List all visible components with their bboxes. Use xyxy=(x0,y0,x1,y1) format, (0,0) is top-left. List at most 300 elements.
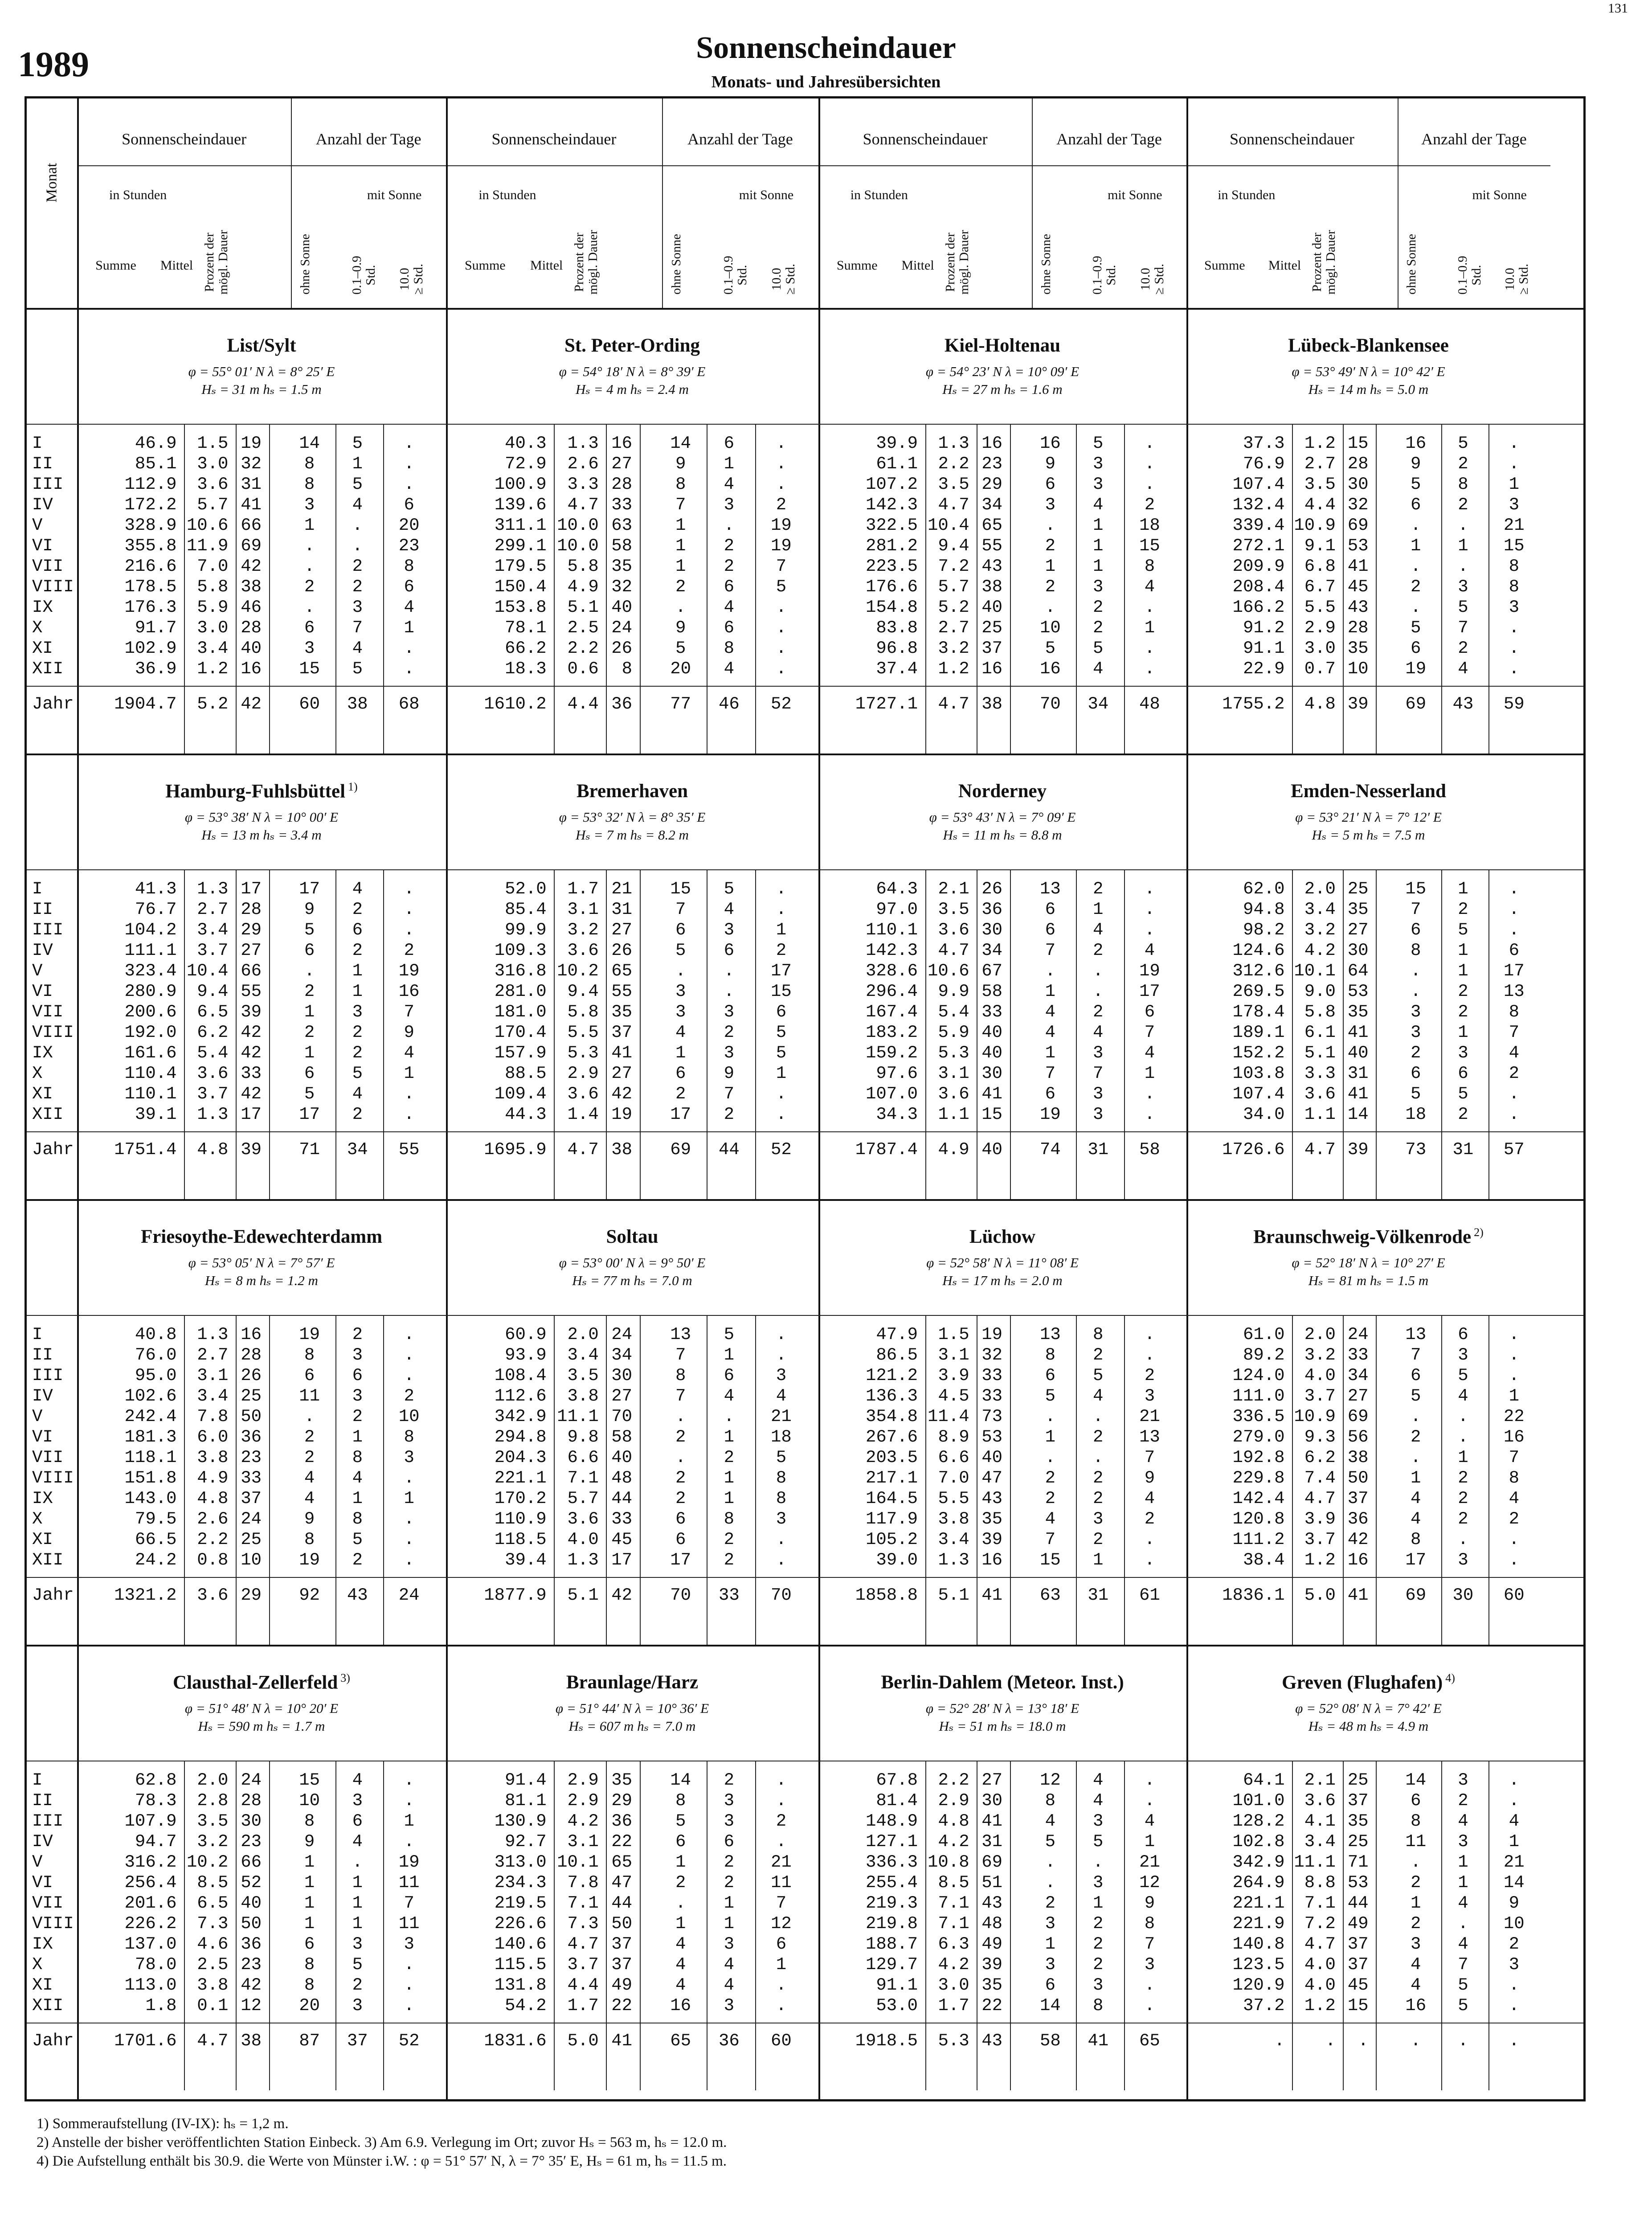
year-cell: 4.7 xyxy=(567,1140,599,1159)
data-cell: 7 xyxy=(1144,1934,1155,1954)
data-cell: 69 xyxy=(981,1852,1002,1872)
data-cell: 3 xyxy=(1093,1043,1104,1063)
data-cell: 2 xyxy=(352,1975,363,1995)
year-cell: 4.8 xyxy=(1304,694,1336,714)
data-cell: 3 xyxy=(1045,1914,1056,1933)
year-cell: 1831.6 xyxy=(484,2031,547,2051)
data-cell: 16 xyxy=(981,1550,1002,1570)
data-cell: 32 xyxy=(611,577,632,597)
data-cell: 19 xyxy=(1039,1105,1061,1124)
range-low-header: 0.1–0.9 Std. xyxy=(1455,256,1484,295)
data-cell: 1 xyxy=(404,1811,414,1831)
data-cell: . xyxy=(404,1791,414,1810)
data-cell: . xyxy=(776,1530,787,1549)
data-cell: 25 xyxy=(1347,1770,1369,1790)
data-cell: . xyxy=(1509,1530,1519,1549)
station-elevation: Hₛ = 13 m hₛ = 3.4 m xyxy=(201,827,322,843)
footnote: 1) Sommeraufstellung (IV-IX): hₛ = 1,2 m. xyxy=(37,2116,289,2132)
data-cell: 25 xyxy=(1347,1832,1369,1851)
data-cell: 14 xyxy=(1347,1105,1369,1124)
data-cell: 3 xyxy=(404,1934,414,1954)
header-divider xyxy=(446,165,662,166)
data-cell: 157.9 xyxy=(494,1043,547,1063)
data-cell: 7.1 xyxy=(567,1893,599,1913)
data-cell: 4 xyxy=(404,1043,414,1063)
month-label: VII xyxy=(32,1893,64,1913)
data-cell: 25 xyxy=(1347,879,1369,899)
prozent-header: Prozent der mögl. Dauer xyxy=(943,230,971,295)
data-cell: 3.0 xyxy=(938,1975,969,1995)
data-cell: . xyxy=(1144,1996,1155,2015)
data-cell: 49 xyxy=(611,1975,632,1995)
column-divider xyxy=(1292,869,1293,1199)
data-cell: 76.0 xyxy=(135,1345,177,1365)
station-name: Clausthal-Zellerfeld $^{3)}$ xyxy=(173,1671,350,1693)
data-cell: 66.2 xyxy=(505,639,547,658)
data-cell: 1 xyxy=(724,1427,735,1447)
data-cell: 1.3 xyxy=(197,1325,229,1344)
data-cell: 1 xyxy=(675,536,686,556)
data-cell: 221.1 xyxy=(1232,1893,1285,1913)
data-cell: 1 xyxy=(776,1955,787,1974)
data-cell: 223.5 xyxy=(865,557,918,576)
data-cell: 2 xyxy=(352,900,363,919)
data-cell: 35 xyxy=(1347,1811,1369,1831)
data-cell: . xyxy=(1045,961,1056,981)
column-divider xyxy=(335,424,336,754)
data-cell: 3 xyxy=(724,1043,735,1063)
data-cell: 8 xyxy=(776,1489,787,1508)
data-cell: 7 xyxy=(1458,1955,1468,1974)
data-cell: 4 xyxy=(1458,659,1468,679)
year-cell: 1610.2 xyxy=(484,694,547,714)
data-cell: 9 xyxy=(404,1023,414,1042)
data-cell: 3.6 xyxy=(938,920,969,940)
station-elevation: Hₛ = 11 m hₛ = 8.8 m xyxy=(943,827,1062,843)
data-cell: 81.4 xyxy=(876,1791,918,1810)
data-cell: 3 xyxy=(1093,1509,1104,1529)
data-cell: 7 xyxy=(1144,1023,1155,1042)
data-cell: 112.6 xyxy=(494,1386,547,1406)
data-cell: 4 xyxy=(352,1832,363,1851)
data-cell: 37 xyxy=(611,1934,632,1954)
data-cell: 30 xyxy=(611,1366,632,1385)
data-cell: 3 xyxy=(776,1366,787,1385)
data-cell: 36 xyxy=(241,1934,262,1954)
data-cell: 10 xyxy=(1039,618,1061,638)
summe-header: Summe xyxy=(1204,258,1245,273)
data-cell: 6 xyxy=(724,577,735,597)
data-cell: 10 xyxy=(241,1550,262,1570)
year-cell: 1787.4 xyxy=(855,1140,918,1159)
prozent-header: Prozent der mögl. Dauer xyxy=(202,230,230,295)
data-cell: 15 xyxy=(981,1105,1002,1124)
data-cell: 3 xyxy=(1458,1345,1468,1365)
data-cell: 120.9 xyxy=(1232,1975,1285,1995)
data-cell: 178.5 xyxy=(124,577,177,597)
data-cell: 130.9 xyxy=(494,1811,547,1831)
data-cell: 3.2 xyxy=(1304,1345,1336,1365)
station-coordinates: φ = 53° 43′ N λ = 7° 09′ E xyxy=(929,809,1076,825)
data-cell: 3.2 xyxy=(938,639,969,658)
data-cell: 7 xyxy=(776,557,787,576)
data-cell: 8 xyxy=(675,1366,686,1385)
mit-sonne-header: mit Sonne xyxy=(367,188,422,202)
data-cell: 336.5 xyxy=(1232,1407,1285,1426)
year-row-divider xyxy=(27,1131,1583,1132)
page-number: 131 xyxy=(1608,1,1628,16)
station-name: Braunschweig-Völkenrode $^{2)}$ xyxy=(1253,1226,1484,1248)
data-cell: 22 xyxy=(981,1996,1002,2015)
data-cell: 1 xyxy=(1458,1448,1468,1467)
data-cell: 4 xyxy=(1144,577,1155,597)
data-cell: 2.2 xyxy=(197,1530,229,1549)
data-cell: 2 xyxy=(776,495,787,515)
data-cell: 107.4 xyxy=(1232,475,1285,494)
data-cell: . xyxy=(1144,1345,1155,1365)
data-cell: . xyxy=(1458,1914,1468,1933)
data-cell: 29 xyxy=(241,920,262,940)
data-cell: 24.2 xyxy=(135,1550,177,1570)
data-cell: 8 xyxy=(1509,1468,1519,1488)
data-cell: 3.4 xyxy=(197,920,229,940)
year-cell: 43 xyxy=(347,1585,368,1605)
data-cell: 2 xyxy=(724,1550,735,1570)
data-cell: . xyxy=(304,598,315,617)
data-cell: 6.3 xyxy=(938,1934,969,1954)
year-cell: 1858.8 xyxy=(855,1585,918,1605)
data-cell: 3.6 xyxy=(567,1509,599,1529)
data-cell: . xyxy=(1144,879,1155,899)
data-cell: 5.3 xyxy=(938,1043,969,1063)
data-cell: 152.2 xyxy=(1232,1043,1285,1063)
data-cell: 4 xyxy=(352,1468,363,1488)
station-coordinates: φ = 52° 58′ N λ = 11° 08′ E xyxy=(926,1255,1079,1270)
year-cell: 36 xyxy=(611,694,632,714)
data-cell: 5 xyxy=(352,434,363,453)
data-cell: 21 xyxy=(1503,1852,1525,1872)
data-cell: 107.0 xyxy=(865,1084,918,1104)
data-cell: 71 xyxy=(1347,1852,1369,1872)
data-cell: 33 xyxy=(981,1386,1002,1406)
prozent-header: Prozent der mögl. Dauer xyxy=(1309,230,1338,295)
data-cell: . xyxy=(1045,1407,1056,1426)
data-cell: 8 xyxy=(1411,1811,1421,1831)
data-cell: 33 xyxy=(1347,1345,1369,1365)
data-cell: 179.5 xyxy=(494,557,547,576)
data-cell: 313.0 xyxy=(494,1852,547,1872)
data-cell: 47 xyxy=(611,1873,632,1892)
data-cell: 1.3 xyxy=(938,434,969,453)
year-cell: 3.6 xyxy=(197,1585,229,1605)
data-cell: 55 xyxy=(611,982,632,1001)
data-cell: . xyxy=(1144,475,1155,494)
column-divider xyxy=(554,1761,555,2090)
data-cell: 323.4 xyxy=(124,961,177,981)
band-header-divider xyxy=(27,869,1583,870)
data-cell: 5.8 xyxy=(197,577,229,597)
column-divider xyxy=(383,1315,384,1645)
data-cell: 10.4 xyxy=(186,961,229,981)
station-name: Braunlage/Harz xyxy=(566,1672,699,1693)
mittel-header: Mittel xyxy=(1268,258,1301,273)
data-cell: 6 xyxy=(352,920,363,940)
data-cell: 2.7 xyxy=(197,1345,229,1365)
anzahl-der-tage-header: Anzahl der Tage xyxy=(315,130,421,148)
data-cell: . xyxy=(404,879,414,899)
data-cell: . xyxy=(1144,454,1155,474)
data-cell: 2 xyxy=(724,1448,735,1467)
data-cell: 49 xyxy=(1347,1914,1369,1933)
column-divider xyxy=(1343,869,1344,1199)
data-cell: 6 xyxy=(675,920,686,940)
data-cell: 1 xyxy=(675,516,686,535)
month-label: XI xyxy=(32,1084,53,1104)
data-cell: 1 xyxy=(304,1002,315,1022)
data-cell: 7.3 xyxy=(197,1914,229,1933)
data-cell: 29 xyxy=(981,475,1002,494)
year-cell: 55 xyxy=(398,1140,420,1159)
data-cell: 31 xyxy=(611,900,632,919)
data-cell: 17 xyxy=(241,879,262,899)
data-cell: 3.0 xyxy=(197,454,229,474)
data-cell: 21 xyxy=(1503,516,1525,535)
data-cell: 2 xyxy=(404,1386,414,1406)
data-cell: 4.6 xyxy=(197,1934,229,1954)
data-cell: 189.1 xyxy=(1232,1023,1285,1042)
data-cell: 153.8 xyxy=(494,598,547,617)
data-cell: . xyxy=(1045,1448,1056,1467)
data-cell: 183.2 xyxy=(865,1023,918,1042)
station-coordinates: φ = 53° 21′ N λ = 7° 12′ E xyxy=(1295,809,1442,825)
data-cell: . xyxy=(404,1105,414,1124)
data-cell: 7 xyxy=(1411,900,1421,919)
data-cell: . xyxy=(1144,659,1155,679)
data-cell: 294.8 xyxy=(494,1427,547,1447)
header-divider xyxy=(818,165,1032,166)
data-cell: 2.7 xyxy=(197,900,229,919)
data-cell: 9.9 xyxy=(938,982,969,1001)
year-cell: 39 xyxy=(1347,1140,1369,1159)
data-cell: 1.3 xyxy=(197,1105,229,1124)
data-cell: 4 xyxy=(1144,1489,1155,1508)
data-cell: 7 xyxy=(724,1084,735,1104)
data-cell: 4 xyxy=(1411,1955,1421,1974)
data-cell: 6 xyxy=(304,1064,315,1083)
data-cell: . xyxy=(1144,639,1155,658)
column-divider xyxy=(269,1315,270,1645)
data-cell: 6 xyxy=(1411,495,1421,515)
data-cell: 11 xyxy=(398,1914,420,1933)
year-cell: 34 xyxy=(1088,694,1109,714)
station-elevation: Hₛ = 4 m hₛ = 2.4 m xyxy=(576,381,689,397)
data-cell: 9.3 xyxy=(1304,1427,1336,1447)
data-cell: 1 xyxy=(404,1489,414,1508)
year-label: Jahr xyxy=(32,694,74,714)
data-cell: . xyxy=(1509,1550,1519,1570)
data-cell: 3 xyxy=(1509,495,1519,515)
data-cell: 6 xyxy=(304,1366,315,1385)
data-cell: 26 xyxy=(611,941,632,960)
data-cell: 354.8 xyxy=(865,1407,918,1426)
data-cell: 4 xyxy=(675,1975,686,1995)
header-divider xyxy=(77,165,291,166)
anzahl-der-tage-header: Anzahl der Tage xyxy=(1056,130,1162,148)
data-cell: 5.1 xyxy=(567,598,599,617)
data-cell: 342.9 xyxy=(1232,1852,1285,1872)
year-cell: 33 xyxy=(718,1585,740,1605)
data-cell: 3 xyxy=(1093,475,1104,494)
month-label: XI xyxy=(32,1530,53,1549)
month-label: VIII xyxy=(32,1914,74,1933)
data-cell: 4 xyxy=(1458,1934,1468,1954)
data-cell: 3 xyxy=(1093,454,1104,474)
data-cell: 4 xyxy=(675,1934,686,1954)
data-cell: 6 xyxy=(675,1509,686,1529)
data-cell: 2.0 xyxy=(1304,1325,1336,1344)
data-cell: 1 xyxy=(304,516,315,535)
data-cell: 53 xyxy=(1347,982,1369,1001)
band-divider xyxy=(27,1199,1583,1201)
data-cell: 255.4 xyxy=(865,1873,918,1892)
data-cell: 3 xyxy=(776,1509,787,1529)
data-cell: . xyxy=(776,1105,787,1124)
year-cell: 69 xyxy=(670,1140,691,1159)
data-cell: 2 xyxy=(1144,495,1155,515)
data-cell: . xyxy=(1509,900,1519,919)
data-cell: 3.8 xyxy=(567,1386,599,1406)
data-cell: 3 xyxy=(352,1934,363,1954)
data-cell: 37 xyxy=(1347,1955,1369,1974)
data-cell: 18 xyxy=(1139,516,1160,535)
month-label: VIII xyxy=(32,577,74,597)
data-cell: 131.8 xyxy=(494,1975,547,1995)
data-cell: 279.0 xyxy=(1232,1427,1285,1447)
data-cell: 6 xyxy=(1045,1366,1056,1385)
data-cell: 3.6 xyxy=(1304,1084,1336,1104)
data-cell: 2.0 xyxy=(567,1325,599,1344)
data-cell: 4 xyxy=(1144,1811,1155,1831)
data-cell: 4 xyxy=(1045,1509,1056,1529)
data-cell: 281.2 xyxy=(865,536,918,556)
data-cell: 5 xyxy=(1411,1084,1421,1104)
data-cell: 5.1 xyxy=(1304,1043,1336,1063)
data-cell: 4 xyxy=(1093,920,1104,940)
data-cell: 1 xyxy=(404,1064,414,1083)
data-cell: 8 xyxy=(1411,941,1421,960)
data-cell: 1 xyxy=(304,1873,315,1892)
data-cell: . xyxy=(404,1325,414,1344)
data-cell: 4 xyxy=(1045,1023,1056,1042)
data-cell: 21 xyxy=(611,879,632,899)
data-cell: 10.1 xyxy=(557,1852,599,1872)
data-cell: . xyxy=(1509,434,1519,453)
data-cell: 26 xyxy=(981,879,1002,899)
data-cell: 69 xyxy=(1347,516,1369,535)
data-cell: . xyxy=(1093,1448,1104,1467)
header-divider xyxy=(1032,98,1033,308)
year-cell: 29 xyxy=(241,1585,262,1605)
data-cell: 28 xyxy=(241,900,262,919)
data-cell: 1.8 xyxy=(145,1996,177,2015)
range-high-header: 10.0 ≥ Std. xyxy=(1138,263,1166,295)
data-cell: 9.4 xyxy=(567,982,599,1001)
data-cell: . xyxy=(1458,1530,1468,1549)
data-cell: 132.4 xyxy=(1232,495,1285,515)
station-elevation: Hₛ = 77 m hₛ = 7.0 m xyxy=(572,1273,692,1288)
data-cell: . xyxy=(1093,961,1104,981)
year-cell: 1755.2 xyxy=(1222,694,1285,714)
data-cell: 41 xyxy=(1347,1084,1369,1104)
data-cell: 61.0 xyxy=(1243,1325,1285,1344)
data-cell: 4 xyxy=(776,1386,787,1406)
data-cell: 5 xyxy=(1045,1386,1056,1406)
data-cell: 37 xyxy=(1347,1791,1369,1810)
column-divider xyxy=(1488,869,1489,1199)
summe-header: Summe xyxy=(836,258,878,273)
data-cell: . xyxy=(776,1770,787,1790)
footnote: 4) Die Aufstellung enthält bis 30.9. die Werte von Münster i.W. : φ = 51° 57′ N, λ = 7° 35′ E, Hₛ = 61 m, hₛ = 11.5 m. xyxy=(37,2153,727,2169)
data-cell: 36 xyxy=(1347,1509,1369,1529)
data-cell: 53 xyxy=(981,1427,1002,1447)
data-cell: . xyxy=(404,1955,414,1974)
data-cell: 2.5 xyxy=(567,618,599,638)
data-cell: 25 xyxy=(241,1530,262,1549)
data-cell: 1.2 xyxy=(197,659,229,679)
data-cell: 9.0 xyxy=(1304,982,1336,1001)
data-cell: 2 xyxy=(675,1084,686,1104)
data-cell: 3 xyxy=(352,1996,363,2015)
data-cell: 38.4 xyxy=(1243,1550,1285,1570)
data-cell: 97.0 xyxy=(876,900,918,919)
data-cell: 0.6 xyxy=(567,659,599,679)
data-cell: 3 xyxy=(1458,1832,1468,1851)
data-cell: 48 xyxy=(981,1914,1002,1933)
month-label: X xyxy=(32,618,43,638)
data-cell: 35 xyxy=(611,1770,632,1790)
range-high-header: 10.0 ≥ Std. xyxy=(1502,263,1531,295)
data-cell: 2 xyxy=(675,1468,686,1488)
data-cell: 30 xyxy=(981,1791,1002,1810)
month-label: VI xyxy=(32,1873,53,1892)
data-cell: 2 xyxy=(724,1873,735,1892)
station-elevation: Hₛ = 81 m hₛ = 1.5 m xyxy=(1308,1273,1429,1288)
data-cell: . xyxy=(352,536,363,556)
data-cell: 1 xyxy=(675,557,686,576)
data-cell: 15 xyxy=(299,659,320,679)
column-divider xyxy=(640,869,641,1199)
data-cell: 8 xyxy=(304,1811,315,1831)
data-cell: 5 xyxy=(1458,598,1468,617)
header-divider xyxy=(662,165,818,166)
data-cell: 1 xyxy=(1093,536,1104,556)
data-cell: 1 xyxy=(1045,1934,1056,1954)
data-cell: 2.9 xyxy=(567,1791,599,1810)
data-cell: 17 xyxy=(1503,961,1525,981)
data-cell: . xyxy=(776,1791,787,1810)
data-cell: 9 xyxy=(1045,454,1056,474)
data-cell: 2 xyxy=(304,1023,315,1042)
data-cell: 6.0 xyxy=(197,1427,229,1447)
data-cell: 17 xyxy=(670,1105,691,1124)
data-cell: 18 xyxy=(1405,1105,1427,1124)
data-cell: . xyxy=(1509,1791,1519,1810)
data-cell: 23 xyxy=(398,536,420,556)
year-cell: 4.7 xyxy=(938,694,969,714)
data-cell: . xyxy=(1411,557,1421,576)
data-cell: 3.5 xyxy=(197,1811,229,1831)
data-cell: 3 xyxy=(404,1448,414,1467)
